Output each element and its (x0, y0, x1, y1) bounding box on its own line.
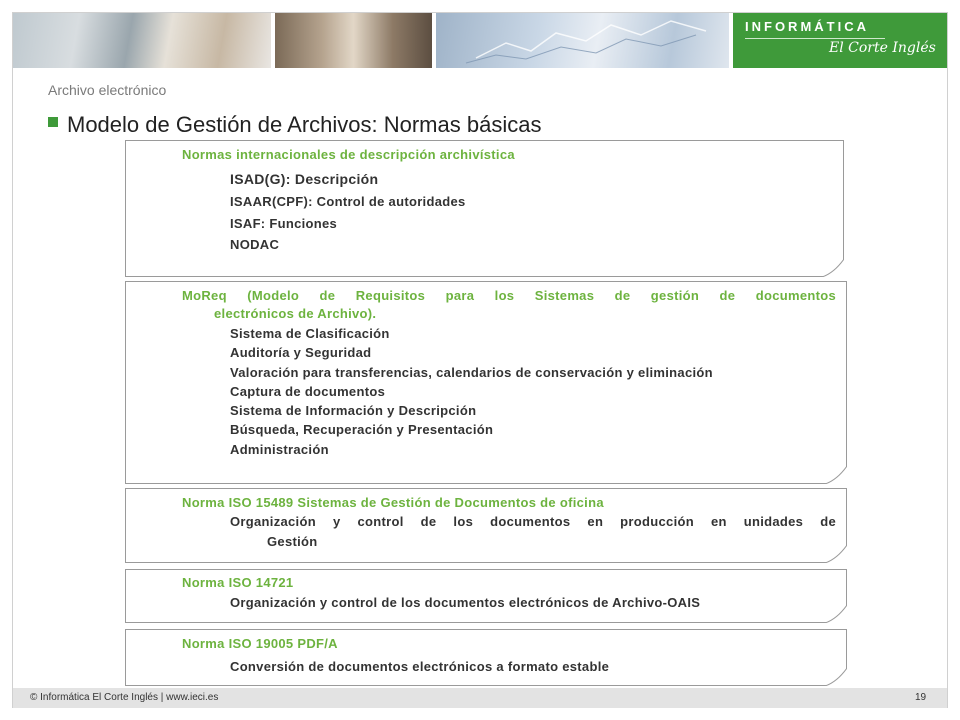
box5-heading: Norma ISO 19005 PDF/A (182, 636, 338, 651)
box1-item: ISAAR(CPF): Control de autoridades (230, 194, 466, 209)
page-title: Modelo de Gestión de Archivos: Normas básicas (67, 112, 542, 137)
page-curl-icon (825, 668, 847, 686)
page-curl-icon (825, 545, 847, 563)
page-number: 19 (915, 692, 927, 703)
box2-heading-cont: electrónicos de Archivo). (214, 306, 377, 321)
section-label: Archivo electrónico (48, 82, 167, 98)
box4-heading: Norma ISO 14721 (182, 575, 294, 590)
box1-item: NODAC (230, 237, 280, 252)
box3-heading: Norma ISO 15489 Sistemas de Gestión de Documentos de oficina (182, 495, 604, 510)
page-curl-icon (825, 466, 847, 484)
header-photo-handshake (275, 13, 432, 68)
box2-item: Búsqueda, Recuperación y Presentación (230, 422, 494, 437)
box2-item: Sistema de Información y Descripción (230, 403, 477, 418)
box2-item: Captura de documentos (230, 384, 386, 399)
box2-item: Administración (230, 442, 329, 457)
box3-item: Organización y control de los documentos en producción en unidades de (230, 514, 836, 529)
box2-item: Sistema de Clasificación (230, 326, 390, 341)
header-photo-chart (436, 13, 729, 68)
box3-item: Gestión (267, 534, 318, 549)
box4-item: Organización y control de los documentos electrónicos de Archivo-OAIS (230, 595, 701, 610)
brand-rule (745, 38, 885, 39)
box1-item: ISAF: Funciones (230, 216, 338, 231)
page-curl-icon (822, 259, 844, 277)
box5-item: Conversión de documentos electrónicos a formato estable (230, 659, 610, 674)
title-bullet-icon (48, 117, 58, 127)
box2-heading: MoReq (Modelo de Requisitos para los Sistemas de gestión de documentos (182, 288, 836, 303)
brand-el-corte-ingles: El Corte Inglés (829, 40, 936, 56)
header-photo-office (13, 13, 271, 68)
box2-item: Valoración para transferencias, calendarios de conservación y eliminación (230, 365, 713, 380)
brand-logo (733, 13, 947, 68)
box1-heading: Normas internacionales de descripción archivística (182, 147, 515, 162)
brand-informatica: INFORMÁTICA (745, 19, 869, 34)
footer-copyright: © Informática El Corte Inglés | www.ieci.es (30, 692, 219, 703)
chart-lines-graphic (436, 13, 729, 68)
page-curl-icon (825, 605, 847, 623)
box2-item: Auditoría y Seguridad (230, 345, 372, 360)
box1-item: ISAD(G): Descripción (230, 171, 379, 187)
